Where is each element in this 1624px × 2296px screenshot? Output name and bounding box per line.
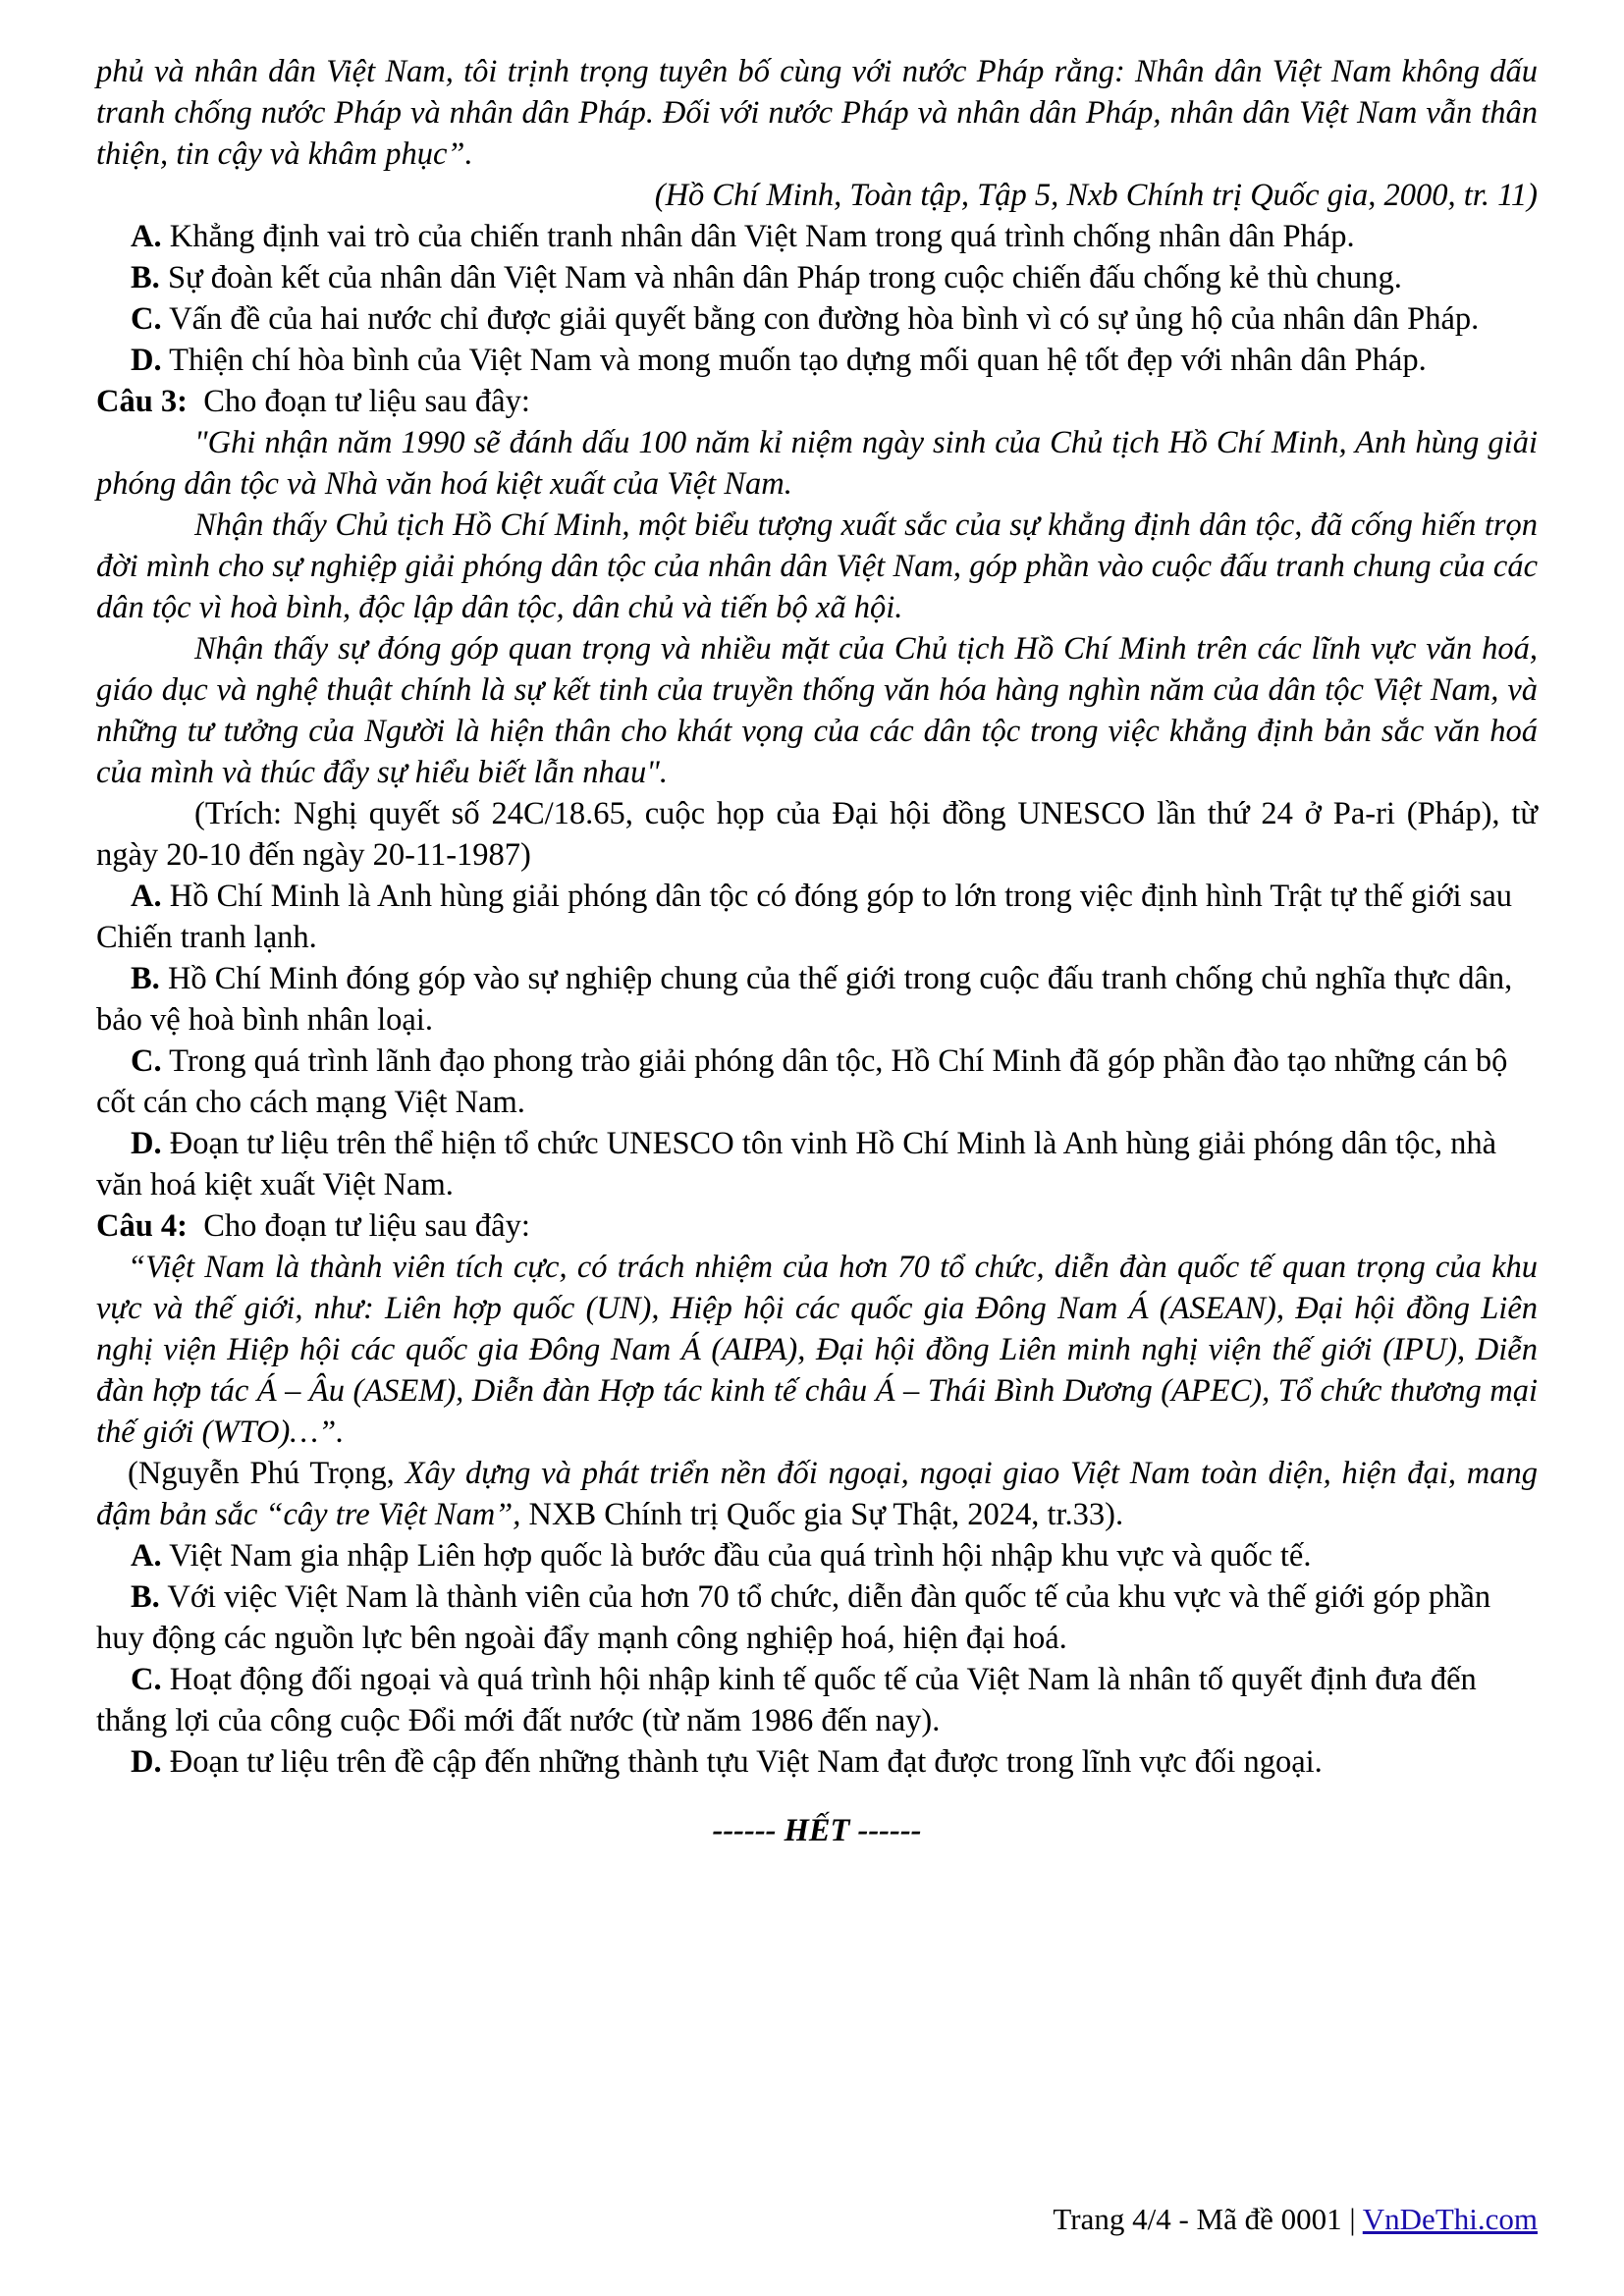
page-footer	[1053, 2202, 1538, 2237]
q3-quote-paragraph: Nhận thấy Chủ tịch Hồ Chí Minh, một biểu tượng xuất sắc của sự khẳng định dân tộc, đã cống hiến trọn đời mình cho sự nghiệp giải phóng dân tộc của nhân dân Việt Nam, góp phần vào cuộc đấu tranh chung của các dân tộc vì hoà bình, độc lập dân tộc, dân chủ và tiến bộ xã hội.	[96, 507, 1538, 625]
q2-option-b: B. Sự đoàn kết của nhân dân Việt Nam và nhân dân Pháp trong cuộc chiến đấu chống kẻ thù chung.	[131, 260, 1402, 295]
q3-option-c: C. Trong quá trình lãnh đạo phong trào giải phóng dân tộc, Hồ Chí Minh đã góp phần đào tạo những cán bộ cốt cán cho cách mạng Việt Nam.	[96, 1043, 1508, 1120]
q3-source: (Trích: Nghị quyết số 24C/18.65, cuộc họp của Đại hội đồng UNESCO lần thứ 24 ở Pa-ri (Pháp), từ ngày 20-10 đến ngày 20-11-1987)	[96, 796, 1538, 873]
footer-page-info: Trang 4/4 - Mã đề 0001 |	[1053, 2202, 1356, 2236]
q4-label: Câu 4:	[96, 1208, 188, 1244]
q3-prompt: Cho đoạn tư liệu sau đây:	[203, 384, 530, 419]
q2-source: (Hồ Chí Minh, Toàn tập, Tập 5, Nxb Chính trị Quốc gia, 2000, tr. 11)	[654, 178, 1538, 213]
q2-option-d: D. Thiện chí hòa bình của Việt Nam và mong muốn tạo dựng mối quan hệ tốt đẹp với nhân dân Pháp.	[131, 343, 1427, 378]
q3-option-b: B. Hồ Chí Minh đóng góp vào sự nghiệp chung của thế giới trong cuộc đấu tranh chống chủ nghĩa thực dân, bảo vệ hoà bình nhân loại.	[96, 961, 1513, 1038]
q4-prompt: Cho đoạn tư liệu sau đây:	[203, 1208, 530, 1244]
exam-page	[96, 51, 1538, 1851]
q4-option-b: B. Với việc Việt Nam là thành viên của hơn 70 tổ chức, diễn đàn quốc tế của khu vực và thế giới góp phần huy động các nguồn lực bên ngoài đẩy mạnh công nghiệp hoá, hiện đại hoá.	[96, 1579, 1491, 1656]
q4-heading	[96, 1205, 1538, 1247]
q4-quote: “Việt Nam là thành viên tích cực, có trách nhiệm của hơn 70 tổ chức, diễn đàn quốc tế quan trọng của khu vực và thế giới, như: Liên hợp quốc (UN), Hiệp hội các quốc gia Đông Nam Á (ASEAN), Đại hội đồng Liên nghị viện Hiệp hội các quốc gia Đông Nam Á (AIPA), Đại hội đồng Liên minh nghị viện thế giới (IPU), Diễn đàn hợp tác Á – Âu (ASEM), Diễn đàn Hợp tác kinh tế châu Á – Thái Bình Dương (APEC), Tổ chức thương mại thế giới (WTO)…”.	[96, 1250, 1538, 1450]
q4-option-d: D. Đoạn tư liệu trên đề cập đến những thành tựu Việt Nam đạt được trong lĩnh vực đối ngoại.	[131, 1744, 1323, 1780]
q3-label: Câu 3:	[96, 384, 188, 419]
q4-source: (Nguyễn Phú Trọng, Xây dựng và phát triển nền đối ngoại, ngoại giao Việt Nam toàn diện, hiện đại, mang đậm bản sắc “cây tre Việt Nam”, NXB Chính trị Quốc gia Sự Thật, 2024, tr.33).	[96, 1456, 1538, 1532]
q2-option-c: C. Vấn đề của hai nước chỉ được giải quyết bằng con đường hòa bình vì có sự ủng hộ của nhân dân Pháp.	[131, 301, 1480, 337]
end-mark: ------ HẾT ------	[712, 1813, 922, 1848]
q4-option-c: C. Hoạt động đối ngoại và quá trình hội nhập kinh tế quốc tế của Việt Nam là nhân tố quyết định đưa đến thắng lợi của công cuộc Đổi mới đất nước (từ năm 1986 đến nay).	[96, 1662, 1477, 1738]
q3-option-a: A. Hồ Chí Minh là Anh hùng giải phóng dân tộc có đóng góp to lớn trong việc định hình Trật tự thế giới sau Chiến tranh lạnh.	[96, 879, 1512, 955]
q3-quote-paragraph: Nhận thấy sự đóng góp quan trọng và nhiều mặt của Chủ tịch Hồ Chí Minh trên các lĩnh vực văn hoá, giáo dục và nghệ thuật chính là sự kết tinh của truyền thống văn hóa hàng nghìn năm của dân tộc Việt Nam, và những tư tưởng của Người là hiện thân cho khát vọng của các dân tộc trong việc khẳng định bản sắc văn hoá của mình và thúc đẩy sự hiểu biết lẫn nhau".	[96, 631, 1538, 790]
q2-option-a: A. Khẳng định vai trò của chiến tranh nhân dân Việt Nam trong quá trình chống nhân dân Pháp.	[131, 219, 1355, 254]
footer-site-link[interactable]: VnDeThi.com	[1362, 2202, 1538, 2236]
q3-option-d: D. Đoạn tư liệu trên thể hiện tổ chức UNESCO tôn vinh Hồ Chí Minh là Anh hùng giải phóng dân tộc, nhà văn hoá kiệt xuất Việt Nam.	[96, 1126, 1497, 1202]
q3-heading	[96, 381, 1538, 422]
q3-quote-paragraph: "Ghi nhận năm 1990 sẽ đánh dấu 100 năm kỉ niệm ngày sinh của Chủ tịch Hồ Chí Minh, Anh hùng giải phóng dân tộc và Nhà văn hoá kiệt xuất của Việt Nam.	[96, 425, 1538, 502]
q2-quote-tail: phủ và nhân dân Việt Nam, tôi trịnh trọng tuyên bố cùng với nước Pháp rằng: Nhân dân Việt Nam không dấu tranh chống nước Pháp và nhân dân Pháp. Đối với nước Pháp và nhân dân Pháp, nhân dân Việt Nam vẫn thân thiện, tin cậy và khâm phục”.	[96, 54, 1538, 172]
q4-option-a: A. Việt Nam gia nhập Liên hợp quốc là bước đầu của quá trình hội nhập khu vực và quốc tế.	[131, 1538, 1312, 1574]
